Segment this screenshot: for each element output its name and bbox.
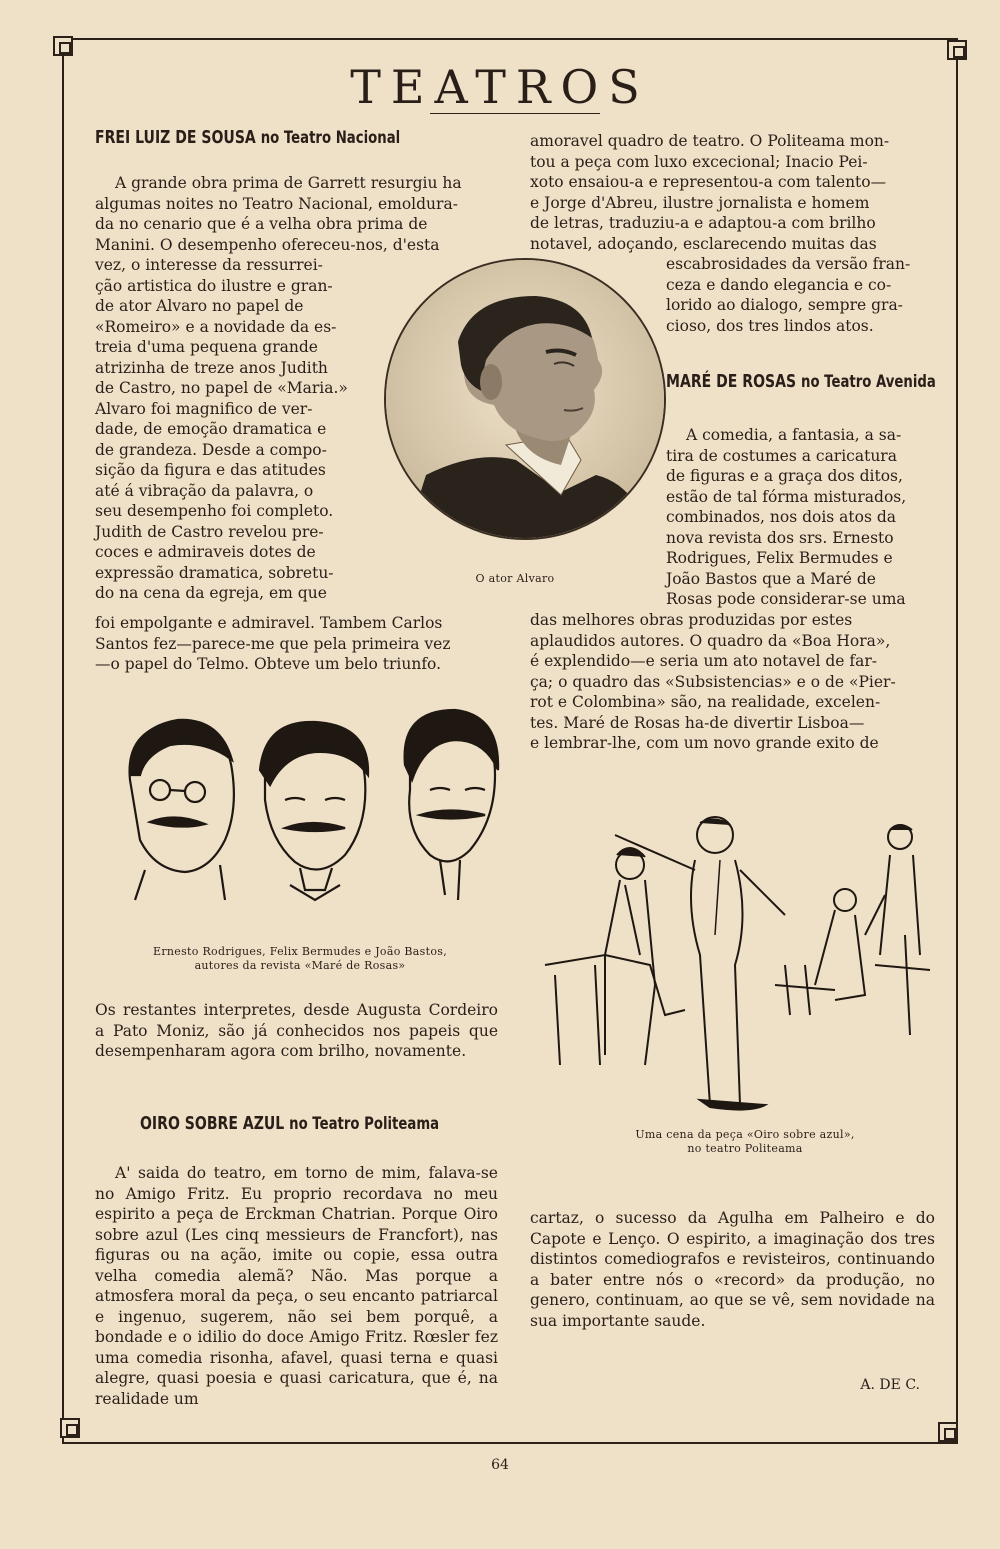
text-line: algumas noites no Teatro Nacional, emoldura- xyxy=(95,194,458,213)
scene-illustration-drawing xyxy=(535,815,935,1115)
text-line: sição da figura e das atitudes xyxy=(95,461,326,479)
corner-ornament xyxy=(53,36,73,56)
text-line: foi empolgante e admiravel. Tambem Carlos xyxy=(95,614,443,632)
text-line: cioso, dos tres lindos atos. xyxy=(666,316,874,335)
text-line: A comedia, a fantasia, a sa- xyxy=(686,426,902,444)
heading-venue: no Teatro Politeama xyxy=(289,1114,440,1134)
text-line: Manini. O desempenho ofereceu-nos, d'esta xyxy=(95,235,440,254)
frei-paragraph-start xyxy=(95,173,498,255)
scene-caption xyxy=(560,1128,930,1156)
text-line: seu desempenho foi completo. xyxy=(95,502,334,520)
text-line: xoto ensaiou-a e representou-a com talento— xyxy=(530,173,887,191)
text-line: tou a peça com luxo excecional; Inacio Pei- xyxy=(530,152,868,171)
heading-venue: no Teatro Nacional xyxy=(260,128,401,148)
text-line: até á vibração da palavra, o xyxy=(95,481,314,500)
text-line: do na cena da egreja, em que xyxy=(95,584,327,602)
mare-end-paragraph xyxy=(530,1208,935,1331)
text-line: e Jorge d'Abreu, ilustre jornalista e homem xyxy=(530,193,870,212)
section-heading-mare xyxy=(666,371,936,392)
text-line: de Castro, no papel de «Maria.» xyxy=(95,379,348,397)
caption-line: autores da revista «Maré de Rosas» xyxy=(194,959,406,972)
caption-line: Uma cena da peça «Oiro sobre azul», xyxy=(635,1128,855,1141)
heading-title: FREI LUIZ DE SOUSA xyxy=(95,127,256,148)
text-line: tes. Maré de Rosas ha-de divertir Lisboa— xyxy=(530,713,865,732)
text-line: tira de costumes a caricatura xyxy=(666,446,897,465)
text-line: ça; o quadro das «Subsistencias» e o de «Pier- xyxy=(530,672,896,691)
text-line: das melhores obras produzidas por estes xyxy=(530,611,853,629)
text-paragraph: Os restantes interpretes, desde Augusta Cordeiro a Pato Moniz, são já conhecidos nos papeis que desempenharam agora com brilho, novamente. xyxy=(95,1001,498,1060)
text-line: Rodrigues, Felix Bermudes e xyxy=(666,549,893,567)
corner-ornament xyxy=(947,40,967,60)
text-line: vez, o interesse da ressurrei- xyxy=(95,256,323,274)
text-line: de letras, traduziu-a e adaptou-a com brilho xyxy=(530,214,876,232)
title-underline xyxy=(430,113,600,114)
mare-paragraph-wrap xyxy=(666,425,935,610)
text-line: de ator Alvaro no papel de xyxy=(95,297,304,315)
oiro-continuation-wrap xyxy=(666,254,935,336)
text-line: lorido ao dialogo, sempre gra- xyxy=(666,296,903,314)
text-line: Santos fez—parece-me que pela primeira vez xyxy=(95,634,451,653)
text-line: expressão dramatica, sobretu- xyxy=(95,563,334,582)
text-line: coces e admiraveis dotes de xyxy=(95,543,316,561)
oiro-continuation xyxy=(530,131,935,254)
text-line: —o papel do Telmo. Obteve um belo triunfo. xyxy=(95,655,442,673)
portrait-alvaro-photo xyxy=(384,258,666,540)
text-line: rot e Colombina» são, na realidade, excelen- xyxy=(530,693,881,711)
page-title: TEATROS xyxy=(350,60,650,114)
mare-paragraph-full xyxy=(530,610,935,754)
text-line: «Romeiro» e a novidade da es- xyxy=(95,317,337,336)
text-line: notavel, adoçando, esclarecendo muitas das xyxy=(530,234,877,253)
text-line: de grandeza. Desde a compo- xyxy=(95,440,327,459)
corner-ornament xyxy=(60,1418,80,1438)
text-line: Alvaro foi magnifico de ver- xyxy=(95,399,313,418)
text-line: treia d'uma pequena grande xyxy=(95,338,318,356)
text-paragraph: A' saida do teatro, em torno de mim, falava-se no Amigo Fritz. Eu proprio recordava no meu espirito a peça de Erckman Chatrian. Porque Oiro sobre azul (Les cinq messieurs de Francfort), nas figuras ou na ação, imite ou copie, essa outra velha comedia alemã? Não. Mas porque a atmosfera moral da peça, o seu encanto patriarcal e ingenuo, sugerem, não sei bem porquê, a bondade e o idilio do doce Amigo Fritz. Rœsler fez uma comedia risonha, afavel, quasi terna e quasi alegre, quasi poesia e quasi caricatura, que é, na realidade um xyxy=(95,1164,498,1408)
text-line: e lembrar-lhe, com um novo grande exito de xyxy=(530,734,879,752)
text-line: dade, de emoção dramatica e xyxy=(95,420,327,438)
authors-caricature-drawing xyxy=(100,700,500,935)
text-line: nova revista dos srs. Ernesto xyxy=(666,528,894,547)
authors-caption xyxy=(100,945,500,973)
portrait-figure-icon xyxy=(386,260,664,538)
text-paragraph: cartaz, o sucesso da Agulha em Palheiro e do Capote e Lenço. O espirito, a imaginação dos tres distintos comediografos e revisteiros, continuando a bater entre nós o «record» da produção, no genero, continuam, ao que se vê, sem novidade na sua importante saude. xyxy=(530,1209,935,1330)
portrait-caption: O ator Alvaro xyxy=(475,572,555,585)
text-line: atrizinha de treze anos Judith xyxy=(95,358,328,377)
caption-line: Ernesto Rodrigues, Felix Bermudes e João Bastos, xyxy=(153,945,447,958)
section-heading-frei xyxy=(95,127,400,148)
text-line: João Bastos que a Maré de xyxy=(666,569,876,588)
heading-title: OIRO SOBRE AZUL xyxy=(140,1113,285,1134)
signature: A. DE C. xyxy=(860,1377,920,1393)
frei-rest-paragraph xyxy=(95,1000,498,1062)
text-line: da no cenario que é a velha obra prima de xyxy=(95,215,428,233)
caption-line: no teatro Politeama xyxy=(687,1142,803,1155)
text-line: combinados, nos dois atos da xyxy=(666,508,897,526)
text-line: escabrosidades da versão fran- xyxy=(666,255,911,273)
text-line: é explendido—e seria um ato notavel de far- xyxy=(530,652,878,670)
text-line: Judith de Castro revelou pre- xyxy=(95,522,324,541)
text-line: amoravel quadro de teatro. O Politeama mon- xyxy=(530,132,890,150)
corner-ornament xyxy=(938,1422,958,1442)
text-line: de figuras e a graça dos ditos, xyxy=(666,467,903,485)
text-line: ção artistica do ilustre e gran- xyxy=(95,276,333,295)
section-heading-oiro xyxy=(140,1113,439,1134)
text-line: ceza e dando elegancia e co- xyxy=(666,275,892,294)
frei-paragraph-wrap xyxy=(95,255,363,604)
text-line: A grande obra prima de Garrett resurgiu ha xyxy=(115,174,462,192)
text-line: Rosas pode considerar-se uma xyxy=(666,590,906,608)
page-number: 64 xyxy=(491,1457,509,1473)
heading-title: MARÉ DE ROSAS xyxy=(666,371,797,392)
oiro-paragraph xyxy=(95,1163,498,1409)
text-line: aplaudidos autores. O quadro da «Boa Hora», xyxy=(530,631,891,650)
heading-venue: no Teatro Avenida xyxy=(801,372,936,392)
text-line: estão de tal fórma misturados, xyxy=(666,487,907,506)
frei-paragraph-end xyxy=(95,613,498,675)
